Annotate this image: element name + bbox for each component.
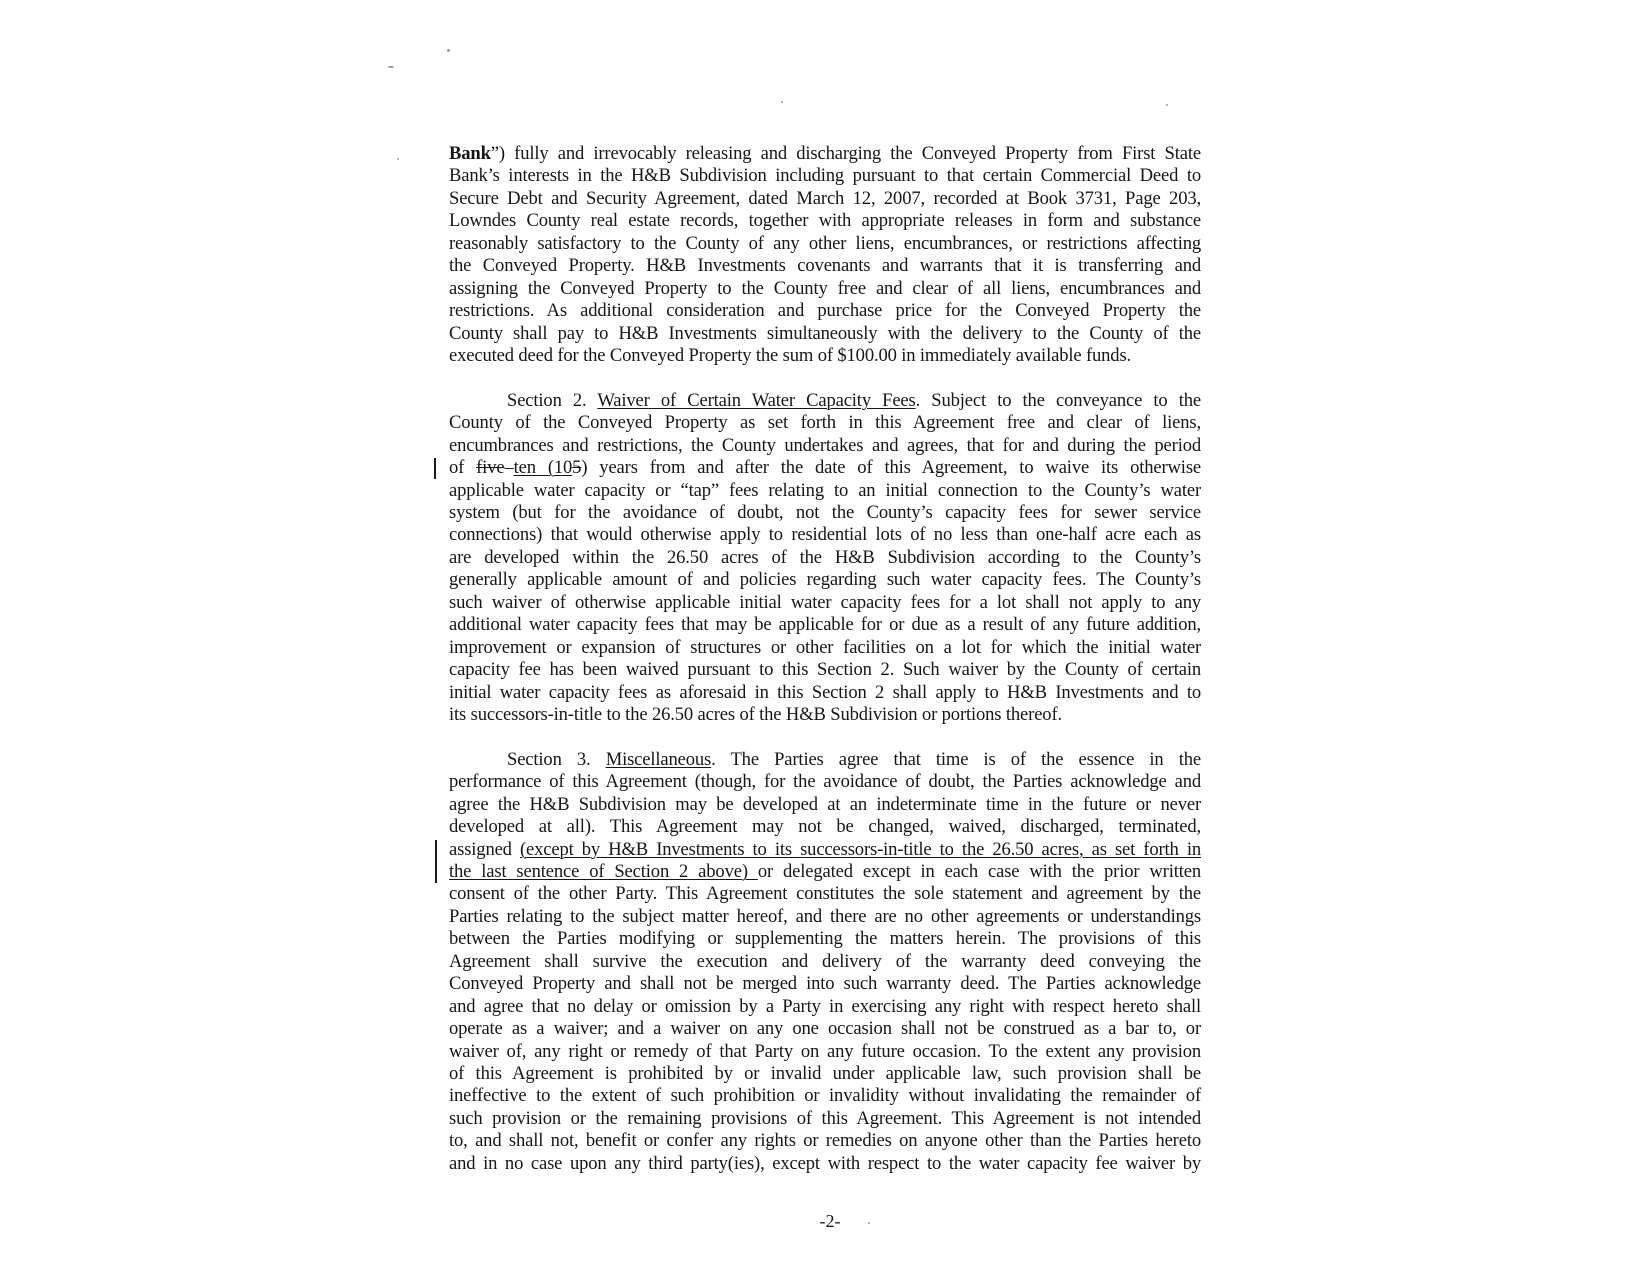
text-line: waiver of, any right or remedy of that Party on any future occasion. To the extent any provision <box>449 1040 1201 1062</box>
paragraph-continuation <box>449 143 1201 367</box>
text-line-amended <box>449 861 1201 883</box>
text-segment-bold: Bank <box>449 143 491 164</box>
text-line: Lowndes County real estate records, together with appropriate releases in form and substance <box>449 210 1201 232</box>
text-line: reasonably satisfactory to the County of any other liens, encumbrances, or restrictions affecting <box>449 232 1201 254</box>
text-line: and agree that no delay or omission by a Party in exercising any right with respect hereto shall <box>449 995 1201 1017</box>
text-line: agree the H&B Subdivision may be developed at an indeterminate time in the future or never <box>449 793 1201 815</box>
text-segment: of <box>449 457 477 479</box>
text-line: to, and shall not, benefit or confer any rights or remedies on anyone other than the Parties hereto <box>449 1130 1201 1152</box>
text-segment: ”) fully and irrevocably releasing and discharging the Conveyed Property from First State <box>490 143 1201 164</box>
deleted-text: five <box>476 457 505 479</box>
section-heading-line <box>449 390 1201 412</box>
text-line: of this Agreement is prohibited by or invalid under applicable law, such provision shall be <box>449 1062 1201 1084</box>
text-line: such waiver of otherwise applicable initial water capacity fees for a lot shall not apply to any <box>449 591 1201 613</box>
text-line: system (but for the avoidance of doubt, not the County’s capacity fees for sewer service <box>449 502 1201 523</box>
section-heading-line <box>449 749 1201 771</box>
revision-change-bar <box>434 458 436 479</box>
text-line: generally applicable amount of and policies regarding such water capacity fees. The County’s <box>449 569 1201 591</box>
section-label: Section 2. <box>507 389 598 411</box>
text-line: Conveyed Property and shall not be merged into such warranty deed. The Parties acknowledge <box>449 973 1201 995</box>
page-number: -2- <box>819 1211 841 1231</box>
scan-speck <box>447 49 450 52</box>
text-line: developed at all). This Agreement may not be changed, waived, discharged, terminated, <box>449 816 1201 838</box>
text-line: performance of this Agreement (though, for the avoidance of doubt, the Parties acknowledge and <box>449 771 1201 793</box>
section-label: Section 3. <box>507 748 606 770</box>
text-segment: ) years from and after the date of this Agreement, to waive its otherwise <box>581 457 1202 479</box>
text-line: and in no case upon any third party(ies), except with respect to the water capacity fee waiver by <box>449 1152 1201 1174</box>
paragraph-spacer <box>449 367 1201 389</box>
text-line: initial water capacity fees as aforesaid in this Section 2 shall apply to H&B Investments and to <box>449 681 1201 703</box>
text-line: executed deed for the Conveyed Property the sum of $100.00 in immediately available funds. <box>449 344 1132 366</box>
deleted-text: 5 <box>572 457 582 479</box>
scan-speck <box>1166 104 1168 106</box>
text-segment: . Subject to the conveyance to the <box>915 389 1201 411</box>
text-line-amended <box>449 457 1201 479</box>
scan-speck <box>781 101 783 103</box>
text-line: operate as a waiver; and a waiver on any one occasion shall not be construed as a bar to, or <box>449 1018 1201 1040</box>
revision-change-bar <box>435 840 437 883</box>
section-2-waiver-of-water-capacity-fees <box>449 390 1201 727</box>
section-title: Miscellaneous <box>605 748 712 770</box>
text-line: County shall pay to H&B Investments simultaneously with the delivery to the County of the <box>449 322 1201 344</box>
section-title: Waiver of Certain Water Capacity Fees <box>597 389 916 411</box>
text-segment: assigned <box>449 838 520 860</box>
text-line: consent of the other Party. This Agreement constitutes the sole statement and agreement by the <box>449 883 1201 905</box>
text-line <box>449 143 1201 165</box>
text-line: restrictions. As additional consideration and purchase price for the Conveyed Property the <box>449 300 1201 322</box>
inserted-text: ten (10 <box>513 457 573 479</box>
text-segment: – <box>504 457 514 479</box>
section-3-miscellaneous <box>449 749 1201 1175</box>
inserted-text: the last sentence of Section 2 above) <box>449 861 758 882</box>
text-line: assigning the Conveyed Property to the County free and clear of all liens, encumbrances and <box>449 277 1201 299</box>
text-line: Bank’s interests in the H&B Subdivision including pursuant to that certain Commercial Deed to <box>449 165 1201 187</box>
text-line: Secure Debt and Security Agreement, dated March 12, 2007, recorded at Book 3731, Page 203, <box>449 187 1201 209</box>
text-line: ineffective to the extent of such prohibition or invalidity without invalidating the remainder of <box>449 1085 1201 1107</box>
text-line: its successors-in-title to the 26.50 acres of the H&B Subdivision or portions thereof. <box>449 703 1062 725</box>
text-line: such provision or the remaining provisions of this Agreement. This Agreement is not intended <box>449 1107 1201 1129</box>
text-line: improvement or expansion of structures or other facilities on a lot for which the initial water <box>449 636 1201 658</box>
text-line: applicable water capacity or “tap” fees relating to an initial connection to the County’s water <box>449 479 1201 501</box>
text-line: encumbrances and restrictions, the County undertakes and agrees, that for and during the period <box>449 434 1201 456</box>
text-line: additional water capacity fees that may be applicable for or due as a result of any future addition, <box>449 614 1201 636</box>
text-segment: or delegated except in each case with the prior written <box>757 861 1202 882</box>
text-line: County of the Conveyed Property as set forth in this Agreement free and clear of liens, <box>449 412 1201 434</box>
paragraph-spacer <box>449 726 1201 748</box>
text-line: connections) that would otherwise apply to residential lots of no less than one-half acre each as <box>449 524 1201 546</box>
inserted-text: (except by H&B Investments to its successors-in-title to the 26.50 acres, as set forth in <box>519 838 1201 860</box>
scan-speck <box>397 158 399 160</box>
text-line-amended <box>449 839 1201 861</box>
text-line: between the Parties modifying or supplementing the matters herein. The provisions of this <box>449 928 1201 950</box>
scan-speck <box>388 66 394 68</box>
text-line: the Conveyed Property. H&B Investments covenants and warrants that it is transferring and <box>449 255 1201 277</box>
document-body <box>449 143 1201 1175</box>
text-line: are developed within the 26.50 acres of the H&B Subdivision according to the County’s <box>449 546 1201 568</box>
text-line: Parties relating to the subject matter hereof, and there are no other agreements or understandings <box>449 905 1201 927</box>
text-line: Agreement shall survive the execution and delivery of the warranty deed conveying the <box>449 950 1201 972</box>
text-line: capacity fee has been waived pursuant to this Section 2. Such waiver by the County of certain <box>449 659 1201 681</box>
text-segment: . The Parties agree that time is of the essence in the <box>711 748 1201 770</box>
